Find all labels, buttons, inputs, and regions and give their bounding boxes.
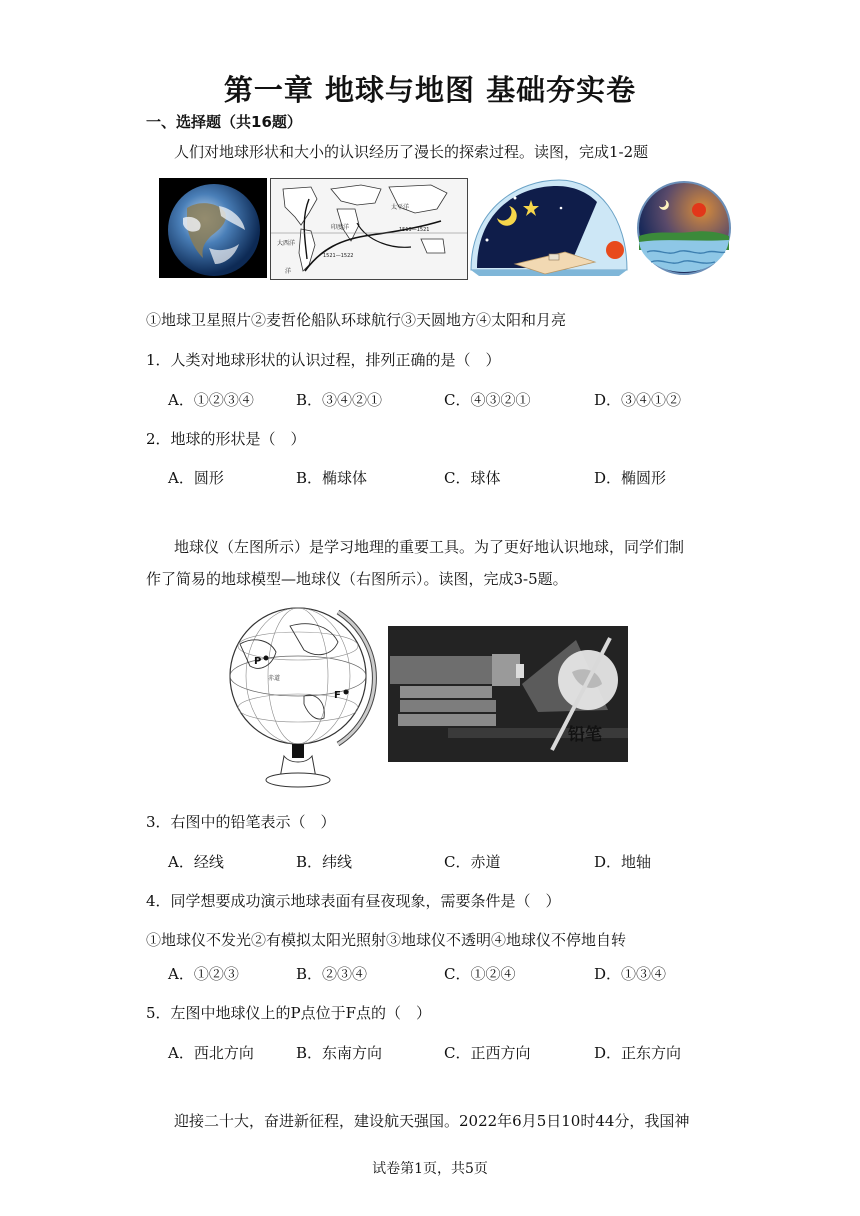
globe-label-f: F: [334, 690, 341, 701]
q5-stem: 5．左图中地球仪上的P点位于F点的（ ）: [146, 1004, 432, 1022]
q3-stem: 3．右图中的铅笔表示（ ）: [146, 813, 336, 831]
globe-label-p: P: [254, 656, 262, 667]
q5-option-d[interactable]: D．正东方向: [594, 1044, 682, 1062]
q4-option-c[interactable]: C．①②④: [444, 965, 516, 983]
q3-option-c[interactable]: C．赤道: [444, 853, 501, 871]
q4-stem: 4．同学想要成功演示地球表面有昼夜现象，需要条件是（ ）: [146, 892, 561, 910]
map-label-year-1: 1519—1521: [399, 227, 430, 233]
map-label-indian: 印度洋: [331, 224, 350, 231]
q5-option-a[interactable]: A．西北方向: [168, 1044, 254, 1062]
q1-option-a[interactable]: A．①②③④: [168, 391, 254, 409]
q2-option-d[interactable]: D．椭圆形: [594, 469, 667, 487]
q2-option-b[interactable]: B．椭球体: [296, 469, 368, 487]
q1-stem: 1．人类对地球形状的认识过程，排列正确的是（ ）: [146, 351, 501, 369]
q5-option-b[interactable]: B．东南方向: [296, 1044, 383, 1062]
q3-option-a[interactable]: A．经线: [168, 853, 224, 871]
earth-satellite-photo: [159, 178, 267, 278]
globe-label-equator: 赤道: [268, 675, 281, 682]
intro-3-5-line-1: 地球仪（左图所示）是学习地理的重要工具。为了更好地认识地球，同学们制: [174, 538, 685, 556]
q1-option-b[interactable]: B．③④②①: [296, 391, 383, 409]
sky-dome-illustration: [469, 178, 629, 278]
map-label-pacific: 太平洋: [391, 204, 410, 211]
map-label-indian-2: 洋: [285, 268, 292, 275]
sun-and-moon-illustration: [635, 180, 733, 276]
intro-3-5-line-2: 作了简易的地球模型—地球仪（右图所示）。读图，完成3-5题。: [146, 570, 568, 588]
intro-1-2: 人们对地球形状和大小的认识经历了漫长的探索过程。读图，完成1-2题: [174, 143, 649, 161]
intro-next: 迎接二十大，奋进新征程，建设航天强国。2022年6月5日10时44分，我国神: [174, 1112, 690, 1130]
q3-option-d[interactable]: D．地轴: [594, 853, 652, 871]
map-label-year-2: 1521—1522: [323, 253, 354, 259]
pencil-label: 铅笔: [568, 725, 602, 745]
q4-option-b[interactable]: B．②③④: [296, 965, 368, 983]
section-heading: 一、选择题（共16题）: [146, 113, 302, 131]
page-footer: 试卷第1页，共5页: [372, 1161, 488, 1177]
q4-option-d[interactable]: D．①③④: [594, 965, 667, 983]
q2-option-a[interactable]: A．圆形: [168, 469, 224, 487]
magellan-voyage-map: [270, 178, 468, 280]
q2-stem: 2．地球的形状是（ ）: [146, 430, 306, 448]
q4-option-a[interactable]: A．①②③: [168, 965, 239, 983]
q3-option-b[interactable]: B．纬线: [296, 853, 353, 871]
globe-figure: [220, 596, 380, 792]
q5-option-c[interactable]: C．正西方向: [444, 1044, 531, 1062]
q4-conditions: ①地球仪不发光②有模拟太阳光照射③地球仪不透明④地球仪不停地自转: [146, 931, 627, 949]
caption-1: ①地球卫星照片②麦哲伦船队环球航行③天圆地方④太阳和月亮: [146, 311, 567, 329]
map-label-atlantic: 大西洋: [277, 240, 296, 247]
page-title: 第一章 地球与地图 基础夯实卷: [223, 73, 637, 107]
q2-option-c[interactable]: C．球体: [444, 469, 501, 487]
q1-option-c[interactable]: C．④③②①: [444, 391, 531, 409]
globe-model-photo: [388, 626, 628, 762]
q1-option-d[interactable]: D．③④①②: [594, 391, 682, 409]
